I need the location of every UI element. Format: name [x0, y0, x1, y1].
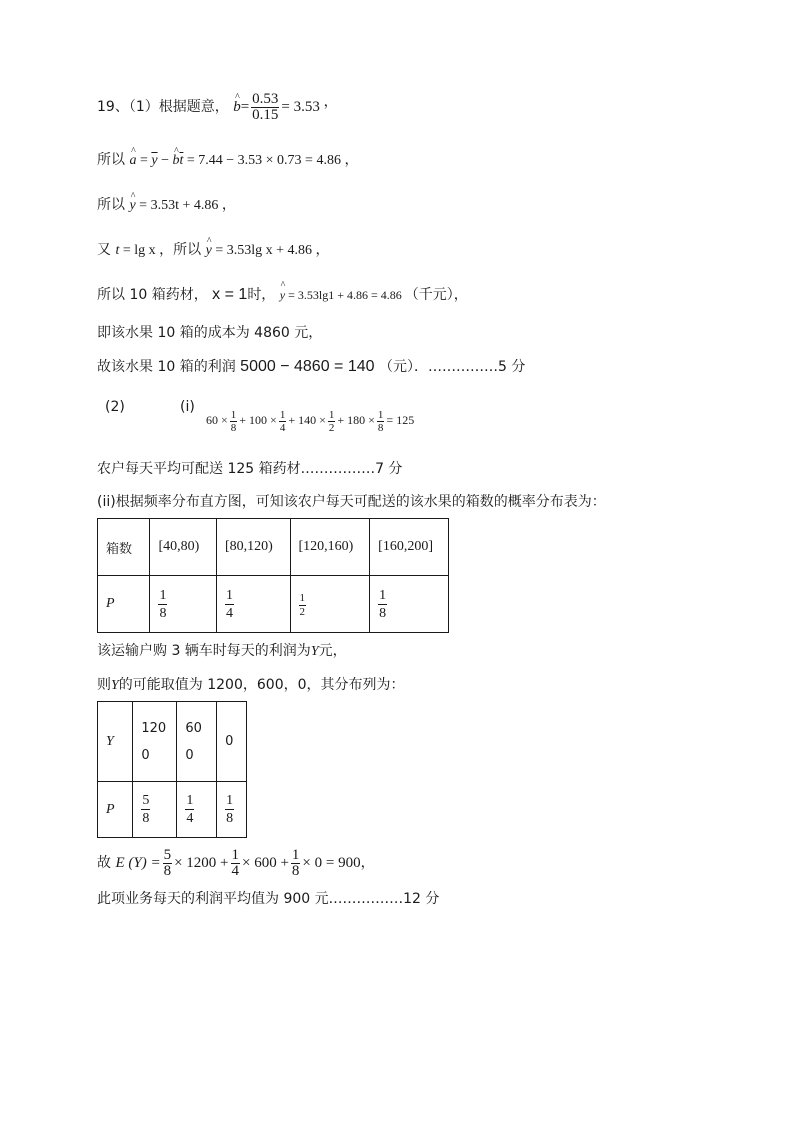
table-cell [217, 576, 291, 633]
fraction: $\frac{5}{8}$ [163, 847, 172, 880]
fraction: $\frac{1}{4}$ [186, 793, 194, 826]
table-cell [370, 576, 449, 633]
table-cell: 箱数 [98, 519, 150, 576]
step-cost: 即该水果 10 箱的成本为 4860 元， [97, 325, 323, 341]
table-row [98, 576, 449, 633]
step-average-boxes: 农户每天平均可配送 125 箱药材.……………7 分 [97, 461, 403, 477]
fraction: $\frac{1}{2}$ [299, 591, 306, 618]
fraction: $\frac{0.53}{0.15}$ [252, 91, 279, 123]
table-cell [177, 782, 217, 838]
table-cell: P [98, 782, 133, 838]
table-cell [133, 782, 177, 838]
fraction: $\frac{1}{8}$ [230, 408, 237, 434]
step-x-equals-1: 所以 10 箱药材， x = 1时， ^ y = 3.53lg1 + 4.86 = 4.86 （千元）， [97, 285, 468, 305]
fraction: $\frac{1}{4}$ [279, 408, 286, 434]
table-cell: [80,120) [217, 519, 291, 576]
fraction: $\frac{1}{8}$ [159, 587, 167, 621]
step-substitute: 又 t = lg x ，所以 ^ y = 3.53lg x + 4.86 ， [97, 240, 330, 261]
fraction: $\frac{1}{8}$ [379, 587, 387, 621]
table-cell: P [98, 576, 150, 633]
fraction: $\frac{5}{8}$ [142, 793, 150, 826]
table-cell: 0 [217, 702, 247, 782]
table-cell: [40,80) [150, 519, 217, 576]
fraction: $\frac{1}{2}$ [328, 408, 335, 434]
table-cell [150, 576, 217, 633]
expected-boxes-expression: 60 × $\frac{1}{8}$ + 100 × $\frac{1}{4}$ + 140 × $\frac{1}{2}$ + 180 × $\frac{1}{8}$ = 125 [206, 408, 415, 434]
step-profit: 故该水果 10 箱的利润 5000 − 4860 = 140 （元）．……………5 分 [97, 358, 526, 375]
fraction: $\frac{1}{4}$ [231, 847, 239, 880]
step-expectation: 故 E (Y) = $\frac{5}{8}$ × 1200 + $\frac{1}{4}$ × 600 + $\frac{1}{8}$ × 0 = 900， [97, 847, 375, 880]
table-row [98, 702, 247, 782]
table-cell: Y [98, 702, 133, 782]
step-profit-variable: 该运输户购 3 辆车时每天的利润为Y元， [97, 643, 347, 659]
step-conclusion: 此项业务每天的利润平均值为 900 元.……………12 分 [97, 891, 440, 907]
step-regression: 所以 ^ y = 3.53t + 4.86 ， [97, 195, 236, 216]
boxes-distribution-table [97, 518, 449, 633]
table-row [98, 519, 449, 576]
part-2-label: (2) [105, 399, 125, 415]
fraction: $\frac{1}{4}$ [226, 587, 233, 621]
table-cell: 120 0 [133, 702, 177, 782]
table-cell [290, 576, 370, 633]
table-cell: [160,200] [370, 519, 449, 576]
table-cell: 60 0 [177, 702, 217, 782]
step-a-hat: 所以 ^ $a = \overline{y}$ − ^ $b\overline{t} = 7.44 - 3.53 \times 0.73 = 4.86$ ， [97, 150, 358, 171]
table-cell [217, 782, 247, 838]
fraction: $\frac{1}{8}$ [226, 793, 234, 826]
step-possible-values: 则Y的可能取值为 1200，600，0，其分布列为： [97, 677, 405, 693]
table-cell: [120,160) [290, 519, 370, 576]
part-2i-label: (i) [180, 399, 195, 415]
profit-distribution-table [97, 701, 247, 838]
step-b-hat: 19、（1）根据题意， ^ b= $\frac{0.53}{0.15}$ = 3.53 ， [97, 92, 338, 123]
step-distribution-intro: (ii)根据频率分布直方图，可知该农户每天可配送的该水果的箱数的概率分布表为： [97, 494, 606, 510]
fraction: $\frac{1}{8}$ [377, 408, 384, 434]
fraction: $\frac{1}{8}$ [291, 847, 300, 880]
table-row [98, 782, 247, 838]
